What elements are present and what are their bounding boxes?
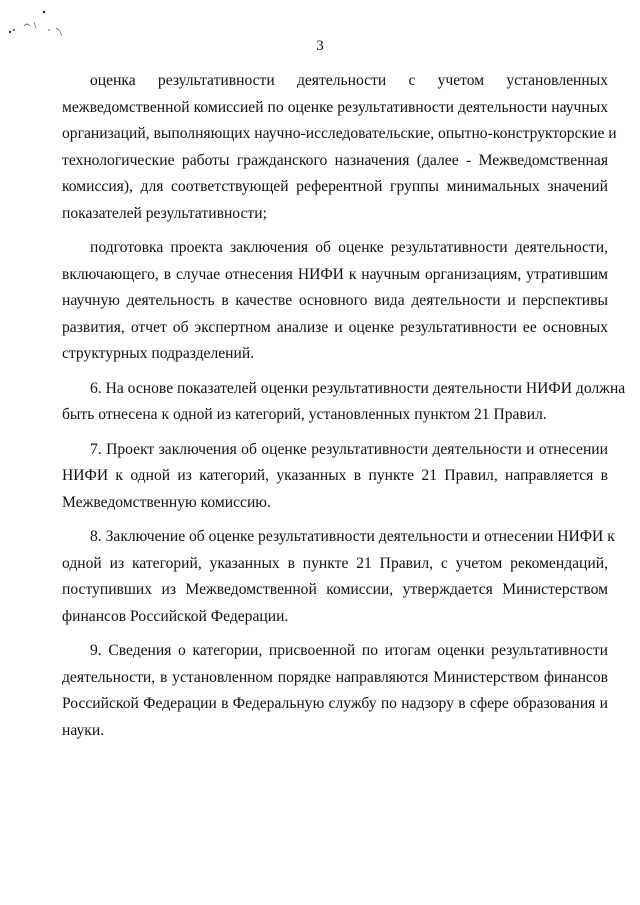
paragraph <box>62 437 608 517</box>
text-line: технологические работы гражданского назначения (далее - Межведомственная <box>62 151 608 169</box>
scan-artifact-marks <box>4 8 74 38</box>
text-line: организаций, выполняющих научно-исследовательские, опытно-конструкторские и <box>62 125 617 142</box>
text-line: научную деятельность в качестве основного вида деятельности и перспективы <box>62 292 608 309</box>
page-number: 3 <box>316 38 324 54</box>
text-line: 9. Сведения о категории, присвоенной по итогам оценки результативности <box>90 642 608 659</box>
text-line: одной из категорий, указанных в пункте 21 Правил, с учетом рекомендаций, <box>62 554 608 572</box>
paragraph <box>62 235 608 368</box>
text-line: Российской Федерации в Федеральную службу по надзору в сфере образования и <box>62 695 608 712</box>
text-line: быть отнесена к одной из категорий, установленных пунктом 21 Правил. <box>62 406 547 423</box>
text-line: подготовка проекта заключения об оценке результативности деятельности, <box>90 239 608 256</box>
text-line: поступивших из Межведомственной комиссии, утверждается Министерством <box>62 581 608 598</box>
paragraph <box>62 524 615 630</box>
text-line: деятельности, в установленном порядке направляются Министерством финансов <box>62 668 608 686</box>
text-line: финансов Российской Федерации. <box>62 607 289 625</box>
text-line: включающего, в случае отнесения НИФИ к научным организациям, утратившим <box>62 265 608 283</box>
paragraph <box>62 68 617 227</box>
text-line: 6. На основе показателей оценки результативности деятельности НИФИ должна <box>90 379 626 397</box>
text-line: развития, отчет об экспертном анализе и оценке результативности ее основных <box>62 318 608 336</box>
text-line: межведомственной комиссией по оценке результативности деятельности научных <box>62 98 608 116</box>
text-line: структурных подразделений. <box>62 345 255 362</box>
text-line: оценка результативности деятельности с учетом установленных <box>90 72 608 89</box>
text-line: НИФИ к одной из категорий, указанных в пункте 21 Правил, направляется в <box>62 467 608 484</box>
document-body <box>62 68 626 752</box>
paragraph <box>62 638 608 744</box>
text-line: 7. Проект заключения об оценке результативности деятельности и отнесении <box>90 440 608 458</box>
text-line: 8. Заключение об оценке результативности деятельности и отнесении НИФИ к <box>90 528 615 545</box>
text-line: Межведомственную комиссию. <box>62 493 271 511</box>
text-line: науки. <box>62 721 105 739</box>
text-line: показателей результативности; <box>62 204 267 222</box>
text-line: комиссия), для соответствующей референтной группы минимальных значений <box>62 178 608 195</box>
paragraph <box>62 376 626 429</box>
